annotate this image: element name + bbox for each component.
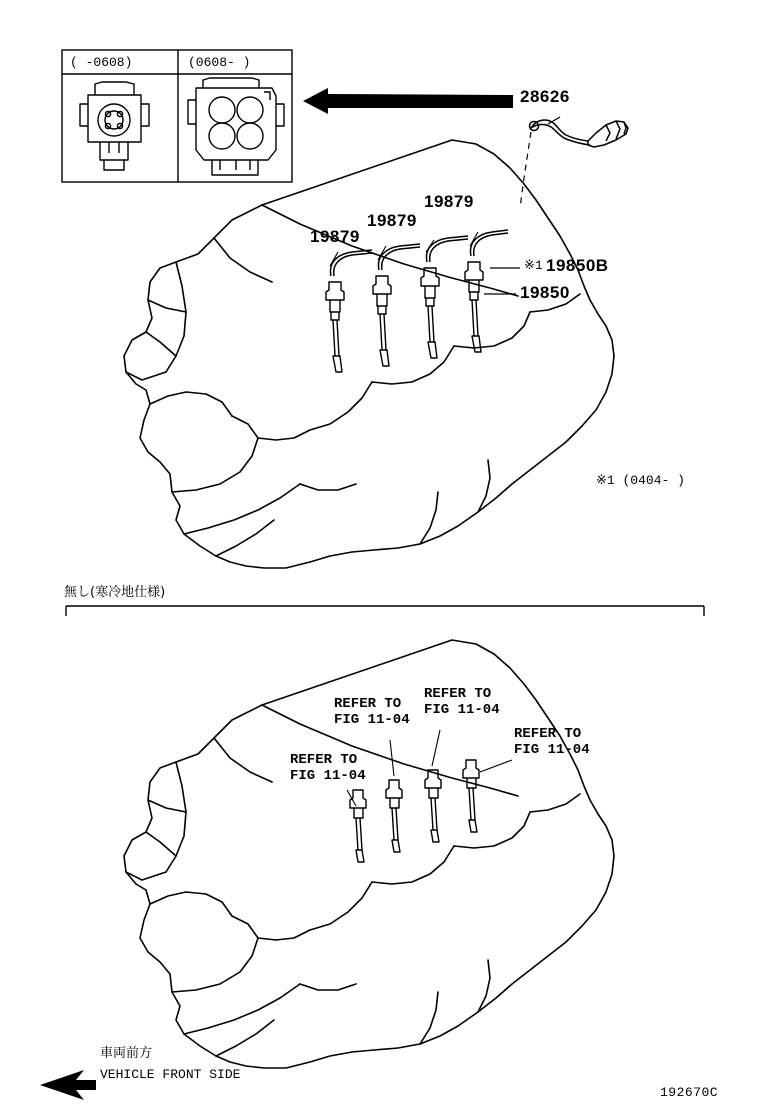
refer-label-3 [424, 686, 500, 718]
refer-label-2-line1: REFER TO [334, 696, 402, 712]
connector-reference-arrow [303, 88, 513, 114]
connector-late-icon [188, 78, 284, 175]
connector-table-header-late: (0608- ) [188, 55, 251, 70]
vehicle-front-arrow [40, 1070, 96, 1100]
section-label-cold-area: 無し(寒冷地仕様) [64, 585, 166, 600]
callout-19879-c: 19879 [367, 211, 417, 230]
refer-label-2 [334, 696, 410, 728]
refer-label-4-line2: FIG 11-04 [514, 742, 590, 759]
callout-19879-d: 19879 [424, 192, 474, 211]
connector-early-icon [80, 82, 149, 170]
glow-plug-b2 [386, 780, 402, 852]
part-28626-icon [530, 120, 629, 147]
engine-outline-top [124, 140, 614, 568]
wire-19879-c [426, 236, 468, 262]
callout-19850: 19850 [520, 283, 570, 302]
callout-19879-b: 19879 [310, 227, 360, 246]
refer-label-3-line2: FIG 11-04 [424, 702, 500, 719]
glow-plug-b4 [463, 760, 479, 832]
refer-label-4 [514, 726, 590, 758]
glow-plug-b3 [425, 770, 441, 842]
callout-28626: 28626 [520, 87, 570, 106]
glow-plug-2 [373, 276, 391, 366]
glow-plug-3 [421, 268, 439, 358]
vehicle-front-label-jp: 車両前方 [100, 1046, 153, 1061]
wire-19879-d [470, 230, 508, 256]
refer-label-1 [290, 752, 366, 784]
note-asterisk-model-year: ※1 (0404- ) [596, 473, 685, 488]
refer-label-2-line2: FIG 11-04 [334, 712, 410, 729]
section-bracket [66, 606, 704, 616]
glow-plug-1 [326, 282, 344, 372]
connector-table-header-early: ( -0608) [70, 55, 133, 70]
refer-label-1-line1: REFER TO [290, 752, 358, 768]
refer-label-3-line1: REFER TO [424, 686, 492, 702]
glow-plug-4 [465, 262, 483, 352]
vehicle-front-label-en: VEHICLE FRONT SIDE [100, 1067, 241, 1082]
figure-id: 192670C [660, 1085, 719, 1100]
callout-19850B: 19850B [546, 256, 609, 275]
leader-28626-dashed [520, 132, 531, 208]
glow-plug-b1 [350, 790, 366, 862]
refer-label-4-line1: REFER TO [514, 726, 582, 742]
leaders-19850 [484, 268, 520, 294]
refer-label-1-line2: FIG 11-04 [290, 768, 366, 785]
mark-asterisk-19850b: ※1 [524, 258, 543, 273]
